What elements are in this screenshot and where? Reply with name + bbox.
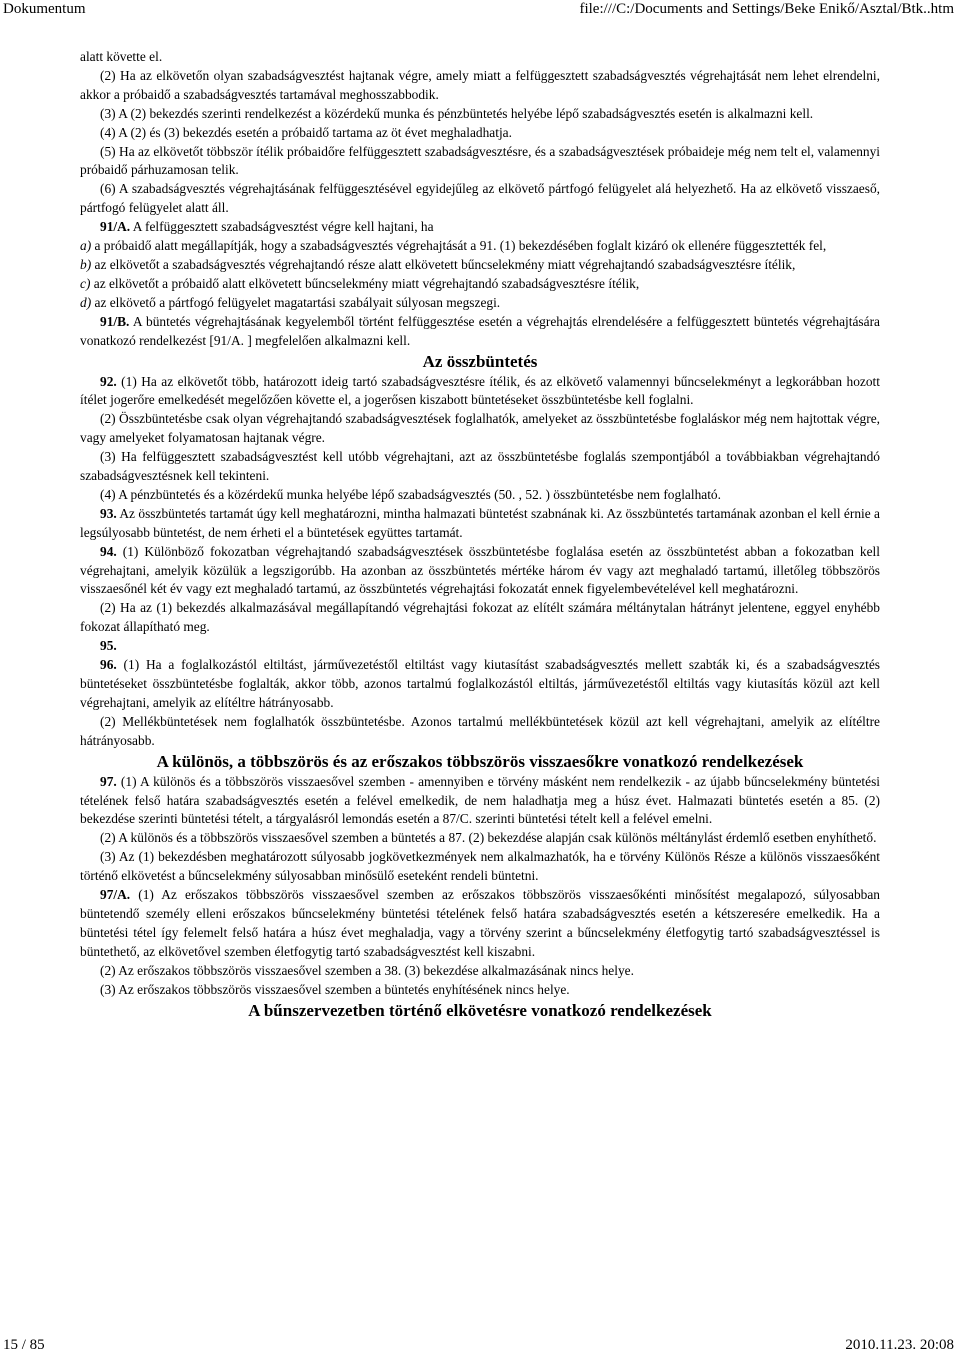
paragraph (80, 656, 880, 713)
section-number: 97/A. (100, 887, 131, 903)
section-number: 96. (100, 657, 117, 673)
list-label: c) (80, 275, 91, 291)
paragraph (80, 218, 880, 237)
paragraph-text: Az összbüntetés tartamát úgy kell meghatározni, mintha halmazati büntetést szabnának ki. Az összbüntetés tartamának azonban el kell érnie a legsúlyosabb büntetést, de nem érheti el a büntetések együttes tartamát. (80, 505, 880, 540)
paragraph: (3) A (2) bekezdés szerinti rendelkezést a közérdekű munka és pénzbüntetés helyébe lépő szabadságvesztés esetén is alkalmazni kell. (100, 105, 814, 121)
page-counter: 15 / 85 (3, 1337, 45, 1353)
list-item (80, 294, 880, 313)
list-item (80, 256, 880, 275)
paragraph (80, 773, 880, 830)
paragraph: (4) A (2) és (3) bekezdés esetén a próbaidő tartama az öt évet meghaladhatja. (100, 124, 512, 140)
paragraph (80, 373, 880, 411)
paragraph (80, 637, 880, 656)
section-number: 91/A. (100, 219, 131, 235)
paragraph-text: A büntetés végrehajtásának kegyelemből történt felfüggesztése esetén a végrehajtás elrendelésére a felfüggesztett büntetés végrehajtására vonatkozó rendelkezést [91/A. ] megfelelően alkalmazni kell. (80, 313, 880, 348)
paragraph-text: (1) Különböző fokozatban végrehajtandó szabadságvesztések összbüntetésbe foglalása esetén az összbüntetést abban a fokozatban kell végrehajtani, amelyik közülük a legszigorúbb. Ha azonban az összbüntetés mértéke három év vagy azt meghaladó tartamú, illetőleg többszörös visszaesőnél két év vagy ezt meghaladó tartamú, az összbüntetés végrehajtási fokozatát ennek figyelembevételével kell meghatározni. (80, 543, 880, 597)
paragraph: alatt követte el. (80, 49, 163, 64)
paragraph: (2) Összbüntetésbe csak olyan végrehajtandó szabadságvesztések foglalhatók, amelyeket az összbüntetésbe foglaláskor még nem hajtottak végre, vagy amelyeket folyamatosan hajtanak végre. (80, 411, 880, 446)
section-heading: A különös, a többszörös és az erőszakos többszörös visszaesőkre vonatkozó rendelkezések (156, 751, 804, 771)
section-heading: A bűnszervezetben történő elkövetésre vonatkozó rendelkezések (248, 1000, 712, 1020)
list-item (80, 275, 880, 294)
paragraph: (6) A szabadságvesztés végrehajtásának felfüggesztésével egyidejűleg az elkövető pártfogó felügyelet alá helyezhető. Ha az elkövető visszaeső, pártfogó felügyelet alatt áll. (80, 181, 880, 216)
list-label: a) (80, 238, 92, 254)
paragraph (80, 505, 880, 543)
paragraph-text: (1) Ha az elkövetőt több, határozott ideig tartó szabadságvesztésre ítélik, és az elkövető valamennyi bűncselekményt a legkorábban hozott ítélet jogerőre emelkedését megelőzően követte el, a jogerősen kiszabott büntetéseket összbüntetésbe kell foglalni. (80, 373, 880, 408)
paragraph: (3) Az erőszakos többszörös visszaesővel szemben a büntetés enyhítésének nincs helye. (100, 981, 570, 997)
paragraph: (2) Ha az elkövetőn olyan szabadságvesztést hajtanak végre, amely miatt a felfüggesztett szabadságvesztés végrehajtását nem lehet elrendelni, akkor a próbaidő a szabadságvesztés tartamával meghosszabbodik. (80, 67, 880, 102)
paragraph: (2) Ha az (1) bekezdés alkalmazásával megállapítandó végrehajtási fokozat az elítélt számára méltánytalan hátrányt jelentene, eggyel enyhébb fokozat állapítható meg. (80, 600, 880, 635)
paragraph-text: (1) Ha a foglalkozástól eltiltást, járművezetéstől eltiltást vagy kiutasítást szabadságvesztés mellett szabták ki, és a szabadságvesztés büntetéseket összbüntetésbe foglalták, akkor több, azonos tartalmú foglalkozástól eltiltás, járművezetéstől eltiltás vagy kiutasítás közül azt kell végrehajtani, amelyik az elítéltre hátrányosabb. (80, 657, 880, 710)
paragraph: (2) Az erőszakos többszörös visszaesővel szemben a 38. (3) bekezdése alkalmazásának nincs helye. (100, 962, 634, 978)
paragraph: (3) Ha felfüggesztett szabadságvesztést kell utóbb végrehajtani, azt az összbüntetésbe foglalás szempontjából a továbbiakban végrehajtandó szabadságvesztésnek kell tekinteni. (80, 449, 880, 484)
paragraph-text: az elkövető a pártfogó felügyelet magatartási szabályait súlyosan megszegi. (91, 294, 501, 310)
section-number: 92. (100, 373, 117, 389)
section-number: 97. (100, 773, 117, 789)
paragraph: (5) Ha az elkövetőt többször ítélik próbaidőre felfüggesztett szabadságvesztésre, és a szabadságvesztések próbaideje még nem telt el, valamennyi próbaidő párhuzamosan telik. (80, 143, 880, 178)
paragraph-text: az elkövetőt a próbaidő alatt elkövetett bűncselekmény miatt végrehajtandó szabadságvesztésre ítélik, (90, 275, 640, 291)
paragraph (80, 543, 880, 600)
list-label: d) (80, 294, 92, 310)
list-label: b) (80, 256, 92, 272)
section-number: 95. (100, 638, 117, 654)
document-header-path: file:///C:/Documents and Settings/Beke Enikő/Asztal/Btk..htm (579, 1, 954, 17)
section-number: 93. (100, 505, 117, 521)
paragraph: (4) A pénzbüntetés és a közérdekű munka helyébe lépő szabadságvesztés (50. , 52. ) összbüntetésbe nem foglalható. (100, 486, 721, 502)
paragraph-text: A felfüggesztett szabadságvesztést végre kell hajtani, ha (130, 219, 434, 235)
paragraph (80, 886, 880, 962)
print-timestamp: 2010.11.23. 20:08 (845, 1337, 954, 1353)
paragraph: (3) Az (1) bekezdésben meghatározott súlyosabb jogkövetkezmények nem alkalmazhatók, ha e törvény Különös Része a különös visszaesőként történő elkövetést a bűncselekmény súlyosabban minősülő eseteként rendeli büntetni. (80, 849, 880, 884)
document-header-title: Dokumentum (3, 1, 86, 17)
section-heading: Az összbüntetés (422, 351, 538, 371)
section-number: 91/B. (100, 313, 130, 329)
section-number: 94. (100, 543, 117, 559)
list-item (80, 237, 880, 256)
document-body (80, 48, 880, 1022)
paragraph-text: az elkövetőt a szabadságvesztés végrehajtandó része alatt elkövetett bűncselekmény miatt végrehajtandó szabadságvesztésre ítélik, (91, 256, 796, 272)
paragraph-text: (1) A különös és a többszörös visszaesővel szemben - amennyiben e törvény másként nem rendelkezik - az újabb bűncselekmény büntetési tételének felső határa szabadságvesztés esetén a felével emelkedik, de nem haladhatja meg a húsz évet. Halmazati büntetés esetén a 85. (2) bekezdése szerinti büntetési tételt, a tárgyalásról lemondás esetén a 87/C. szerinti büntetési tételt kell a felével emelni. (80, 773, 880, 827)
paragraph (80, 313, 880, 351)
paragraph-text: a próbaidő alatt megállapítják, hogy a szabadságvesztés végrehajtását a 91. (1) bekezdésében foglalt kizáró ok ellenére függesztették fel, (91, 238, 827, 254)
paragraph: (2) Mellékbüntetések nem foglalhatók összbüntetésbe. Azonos tartalmú mellékbüntetések közül azt kell végrehajtani, amelyik az elítéltre hátrányosabb. (80, 713, 880, 748)
paragraph: (2) A különös és a többszörös visszaesővel szemben a büntetés a 87. (2) bekezdése alapján csak különös méltánylást érdemlő esetben enyhíthető. (100, 830, 877, 846)
paragraph-text: (1) Az erőszakos többszörös visszaesővel szemben az erőszakos többszörös visszaesőkénti minősítést megalapozó, súlyosabban büntetendő személy elleni erőszakos bűncselekmény büntetési tételének felső határa szabadságvesztés esetén a kétszeresére emelkedik. Ha a büntetési tétel így felemelt felső határa a húsz évet meghaladja, vagy a törvény szerint a bűncselekmény életfogytig tartó szabadságvesztéssel is büntethető, az elkövetővel szemben életfogytig tartó szabadságvesztést kell kiszabni. (80, 887, 880, 959)
